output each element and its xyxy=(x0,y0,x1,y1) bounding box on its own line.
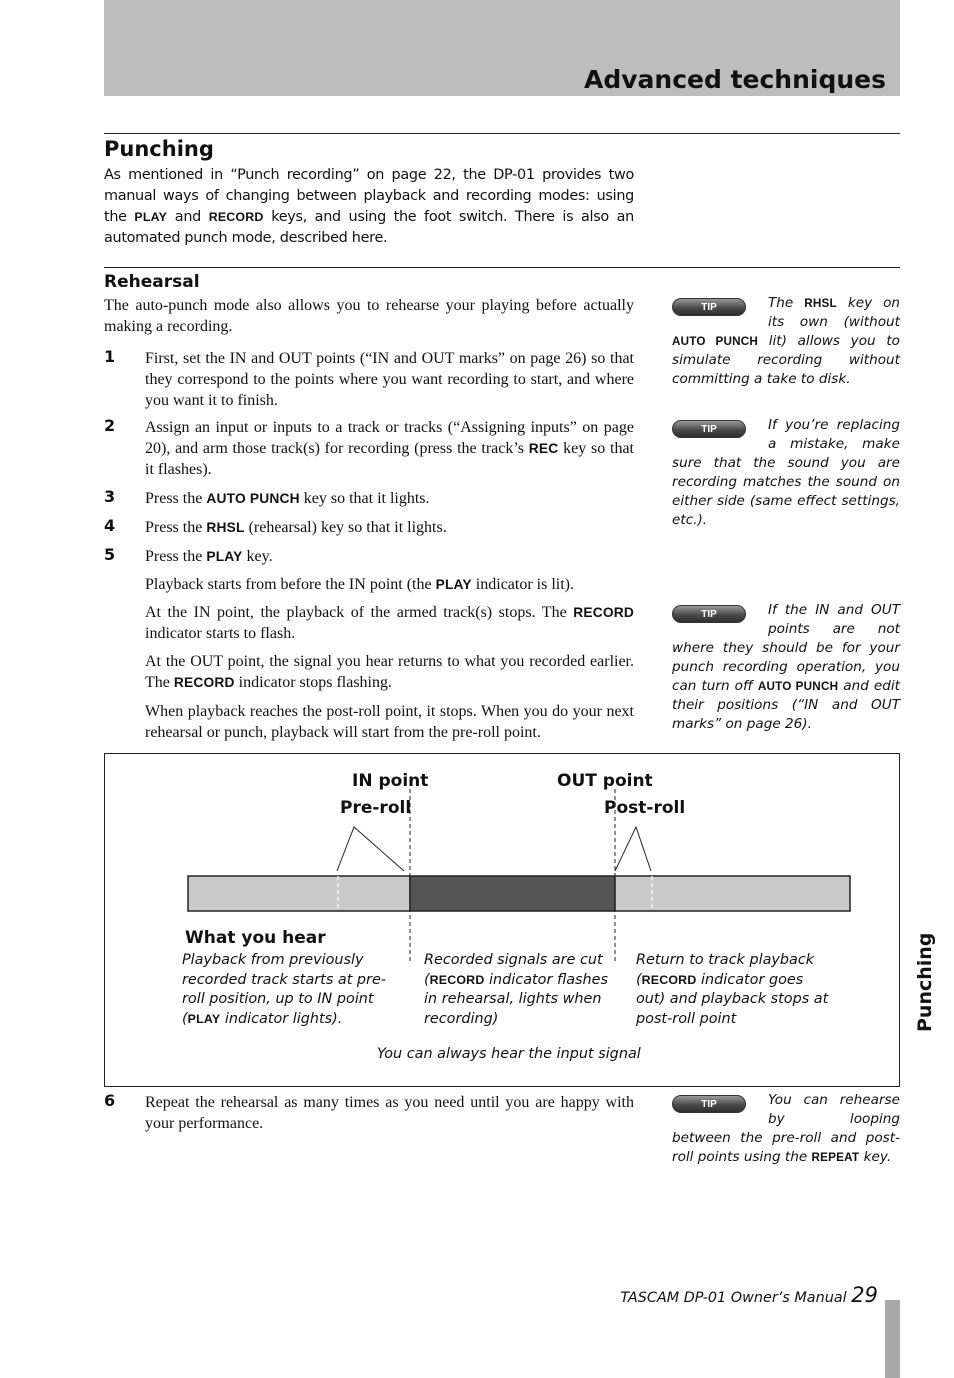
step-5-result-2: At the IN point, the playback of the armed track(s) stops. The RECORD indicator starts to flash. xyxy=(145,604,634,642)
in-point-label: IN point xyxy=(352,771,429,791)
step-number: 1 xyxy=(104,347,116,366)
footer-manual-title: TASCAM DP-01 Owner’s Manual xyxy=(620,1290,847,1306)
step-text: Repeat the rehearsal as many times as you need until you are happy with your performance. xyxy=(145,1094,634,1132)
page-header-title: Advanced techniques xyxy=(583,65,886,94)
step-text: Press the PLAY key. xyxy=(145,548,273,565)
section-heading: Punching xyxy=(104,137,214,161)
out-point-label: OUT point xyxy=(557,771,653,791)
tip-badge: TIP xyxy=(672,605,746,623)
subsection-rule xyxy=(104,267,900,268)
step-number: 6 xyxy=(104,1091,116,1110)
step-text: Assign an input or inputs to a track or tracks (“Assigning inputs” on page 20), and arm those track(s) for recording (press the track’s REC key so that it flashes). xyxy=(145,419,634,478)
step-number: 2 xyxy=(104,416,116,435)
timeline-graphic xyxy=(104,753,900,1087)
punch-diagram xyxy=(104,753,900,1087)
subsection-intro: The auto-punch mode also allows you to rehearse your playing before actually making a recording. xyxy=(104,297,634,335)
what-you-hear-label: What you hear xyxy=(185,928,326,948)
footer xyxy=(620,1283,878,1307)
page-number: 29 xyxy=(851,1283,878,1307)
tip-badge: TIP xyxy=(672,420,746,438)
footer-tab-bar xyxy=(885,1300,900,1378)
pre-roll-label: Pre-roll xyxy=(340,798,412,818)
step-5-result-4: When playback reaches the post-roll point, it stops. When you do your next rehearsal or punch, playback will start from the pre-roll point. xyxy=(145,703,634,741)
timeline-bar-punch xyxy=(410,876,615,911)
subsection-heading: Rehearsal xyxy=(104,272,200,292)
step-5-result-3: At the OUT point, the signal you hear returns to what you recorded earlier. The RECORD indicator stops flashing. xyxy=(145,653,634,691)
post-roll-arrow xyxy=(615,827,651,871)
header-band xyxy=(104,0,900,96)
caption-punch: Recorded signals are cut (RECORD indicator flashes in rehearsal, lights when recording) xyxy=(424,952,609,1027)
section-rule xyxy=(104,133,900,134)
step-text: First, set the IN and OUT points (“IN and OUT marks” on page 26) so that they correspond to the points where you want recording to start, and where you want it to finish. xyxy=(145,350,634,409)
caption-preroll: Playback from previously recorded track starts at pre-roll position, up to IN point (PLAY indicator lights). xyxy=(182,952,387,1027)
tip-2: TIP If you’re replacing a mistake, make sure that the sound you are recording matches the sound on either side (same effect settings, etc.). xyxy=(672,417,900,528)
input-signal-note: You can always hear the input signal xyxy=(377,1046,641,1062)
step-number: 4 xyxy=(104,516,116,535)
side-tab xyxy=(912,932,942,1035)
caption-postroll: Return to track playback (RECORD indicator goes out) and playback stops at post-roll point xyxy=(636,952,829,1027)
step-number: 3 xyxy=(104,487,116,506)
step-number: 5 xyxy=(104,545,116,564)
pre-roll-arrow xyxy=(337,827,404,871)
timeline-bar-preroll xyxy=(188,876,410,911)
tip-3: TIP If the IN and OUT points are not where they should be for your punch recording operation, you can turn off AUTO PUNCH and edit their positions (“IN and OUT marks” on page 26). xyxy=(672,602,900,732)
section-intro: As mentioned in “Punch recording” on page 22, the DP-01 provides two manual ways of changing between playback and recording modes: using the PLAY and RECORD keys, and using the foot switch. There is also an automated punch mode, described here. xyxy=(104,167,634,246)
tip-4: TIP You can rehearse by looping between the pre-roll and post-roll points using the REPEAT key. xyxy=(672,1092,900,1165)
timeline-bar-postroll xyxy=(615,876,850,911)
tip-1: TIP The RHSL key on its own (without AUTO PUNCH lit) allows you to simulate recording without committing a take to disk. xyxy=(672,295,901,387)
side-tab-label: Punching xyxy=(914,932,936,1032)
step-text: Press the RHSL (rehearsal) key so that it lights. xyxy=(145,519,447,536)
tip-badge: TIP xyxy=(672,1095,746,1113)
post-roll-label: Post-roll xyxy=(604,798,686,818)
step-text: Press the AUTO PUNCH key so that it lights. xyxy=(145,490,430,507)
tip-badge: TIP xyxy=(672,298,746,316)
step-5-result-1: Playback starts from before the IN point (the PLAY indicator is lit). xyxy=(145,576,574,593)
